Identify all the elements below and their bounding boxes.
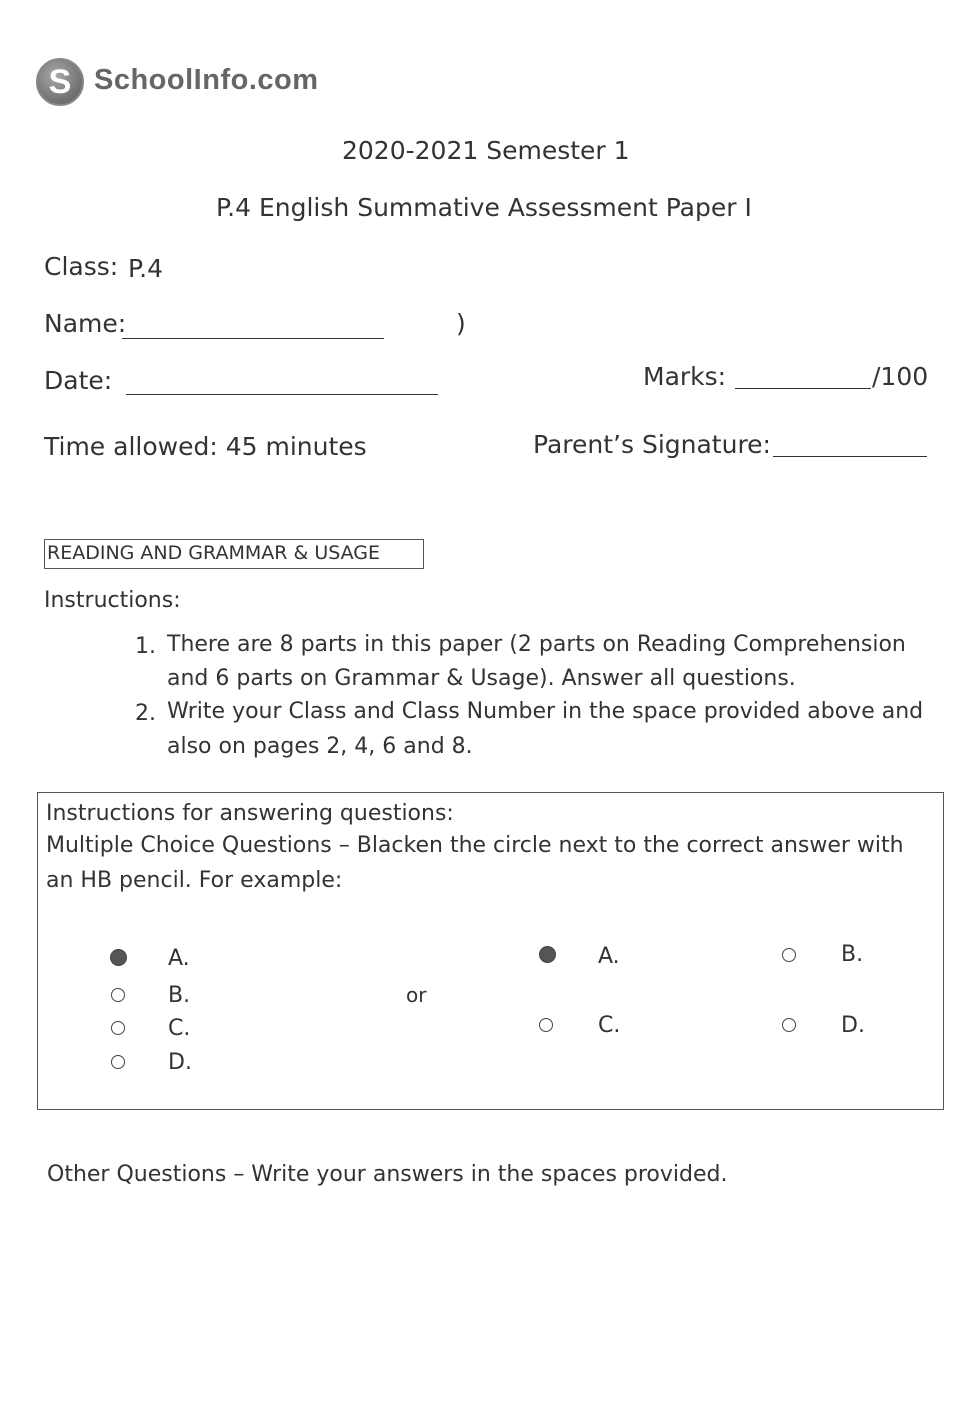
example-option-a: A.	[168, 946, 190, 971]
section-heading-box	[44, 539, 424, 569]
class-label: Class:	[44, 252, 119, 281]
grid-option-c: C.	[598, 1013, 621, 1038]
instructions-label: Instructions:	[44, 588, 181, 613]
filled-circle-icon	[110, 949, 127, 966]
answer-box-title: Instructions for answering questions:	[46, 801, 454, 826]
mcq-instruction-line2: an HB pencil. For example:	[46, 868, 343, 893]
other-questions-instruction: Other Questions – Write your answers in the spaces provided.	[47, 1162, 728, 1187]
or-text: or	[406, 983, 427, 1007]
term-heading: 2020-2021 Semester 1	[342, 136, 630, 165]
empty-circle-icon	[111, 988, 125, 1002]
empty-circle-icon	[782, 948, 796, 962]
instruction-2-line2: also on pages 2, 4, 6 and 8.	[167, 734, 473, 759]
instruction-1-number: 1.	[135, 634, 156, 659]
example-option-d: D.	[168, 1050, 192, 1075]
logo-icon: S	[36, 58, 84, 106]
date-label: Date:	[44, 366, 113, 395]
signature-field[interactable]	[773, 434, 927, 457]
filled-circle-icon	[539, 946, 556, 963]
instruction-1-line1: There are 8 parts in this paper (2 parts on Reading Comprehension	[167, 632, 906, 657]
instruction-2-number: 2.	[135, 701, 156, 726]
paper-title: P.4 English Summative Assessment Paper I	[216, 193, 752, 222]
name-label: Name:	[44, 309, 127, 338]
logo-text: SchoolInfo.com	[94, 64, 319, 96]
name-field[interactable]	[122, 316, 384, 339]
instruction-2-line1: Write your Class and Class Number in the space provided above and	[167, 699, 924, 724]
marks-label: Marks:	[643, 362, 727, 391]
empty-circle-icon	[111, 1055, 125, 1069]
example-option-c: C.	[168, 1016, 191, 1041]
time-allowed: Time allowed: 45 minutes	[44, 432, 367, 461]
name-close-paren: )	[456, 309, 466, 338]
section-heading: READING AND GRAMMAR & USAGE	[47, 542, 381, 564]
marks-field[interactable]	[735, 366, 871, 389]
class-value: P.4	[128, 254, 164, 283]
empty-circle-icon	[539, 1018, 553, 1032]
instruction-1-line2: and 6 parts on Grammar & Usage). Answer all questions.	[167, 666, 796, 691]
date-field[interactable]	[126, 372, 438, 395]
empty-circle-icon	[111, 1021, 125, 1035]
grid-option-d: D.	[841, 1013, 865, 1038]
marks-total: /100	[872, 362, 929, 391]
grid-option-a: A.	[598, 944, 620, 969]
signature-label: Parent’s Signature:	[533, 430, 771, 459]
mcq-instruction-line1: Multiple Choice Questions – Blacken the circle next to the correct answer with	[46, 833, 904, 858]
empty-circle-icon	[782, 1018, 796, 1032]
grid-option-b: B.	[841, 942, 864, 967]
example-option-b: B.	[168, 983, 191, 1008]
